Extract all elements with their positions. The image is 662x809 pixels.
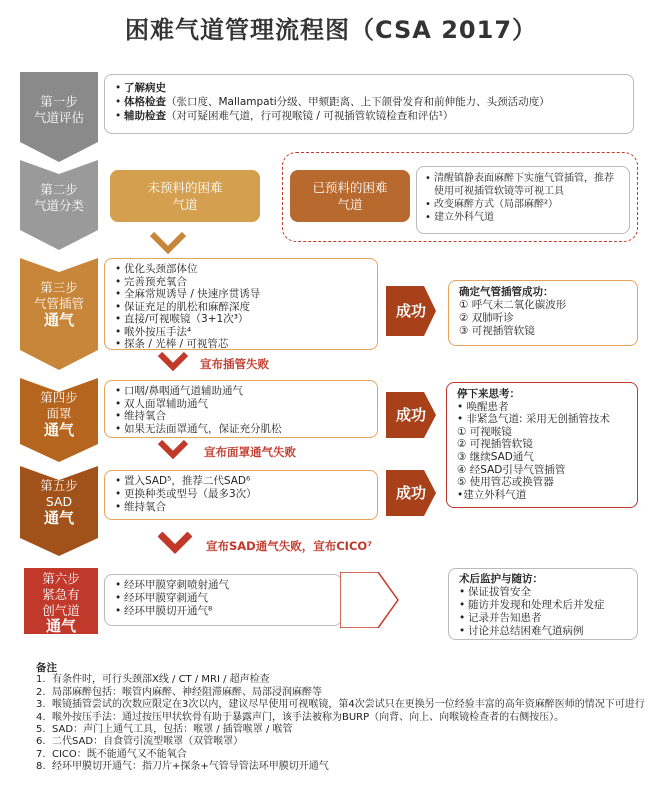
down-arrow-icon [150, 232, 186, 254]
stop-item: ① 可视喉镜 [457, 425, 512, 438]
stop-item: • 唤醒患者 [457, 400, 509, 413]
step-6-box [24, 568, 98, 634]
confirm-item: ③ 可视插管软镜 [459, 325, 535, 337]
step-5-chevron [20, 466, 98, 556]
expected-option-item: • 清醒镇静表面麻醉下实施气管插管，推荐使用可视插管软镜等可视工具 [425, 172, 621, 198]
assessment-item-head: 体格检查 [124, 96, 166, 108]
intubation-failure-label: 宣布插管失败 [200, 357, 269, 371]
confirm-intubation-box [448, 280, 638, 346]
step-5-title: SAD [45, 494, 73, 509]
stop-item: •建立外科气道 [457, 488, 527, 501]
unexpected-difficult-airway: 未预料的困难气道 [110, 170, 260, 222]
assessment-item [115, 109, 623, 123]
step-5-number: 第五步 [40, 478, 78, 493]
note-item [36, 674, 646, 686]
note-item [36, 687, 646, 699]
stop-title: 停下来思考： [457, 388, 520, 400]
step-2-title: 气道分类 [33, 198, 84, 213]
intubation-step-item: • 全麻常规诱导 / 快速序贯诱导 [115, 288, 367, 301]
expected-airway-options [416, 166, 630, 234]
mask-failure-label: 宣布面罩通气失败 [204, 445, 296, 459]
stop-item: ⑤ 使用管芯或换管器 [457, 476, 554, 489]
mask-step-item: • 维持氧合 [115, 410, 367, 423]
step-6-title-1: 紧急有 [42, 587, 80, 602]
note-text: 局部麻醉包括：喉管内麻醉、神经阻滞麻醉、局部浸润麻醉等 [52, 686, 322, 698]
note-text: 经环甲膜切开通气：指刀片+探条+气管导管法环甲膜切开通气 [52, 761, 329, 773]
success-label-3: 成功 [386, 470, 436, 516]
note-text: 喉镜插管尝试的次数应限定在3次以内，建议尽早使用可视喉镜，第4次尝试只在更换另一位经验丰富的高年资麻醉医师的情况下可进行 [52, 699, 645, 711]
intubation-step-item: • 优化头颈部体位 [115, 263, 367, 276]
step-4-chevron [20, 378, 98, 462]
mask-step-item: • 如果无法面罩通气，保证充分肌松 [115, 423, 367, 436]
step-3-sub: 通气 [43, 311, 74, 329]
assessment-item-head: 了解病史 [124, 82, 166, 94]
fail-arrow-icon [158, 440, 188, 460]
assessment-item [115, 95, 623, 109]
notes-title: 备注 [36, 662, 57, 674]
step-6-title-2: 创气道 [42, 603, 80, 618]
surgical-airway-box [104, 574, 342, 626]
right-arrow-icon [340, 572, 400, 628]
intubation-step-item: • 保证充足的肌松和麻醉深度 [115, 301, 367, 314]
success-label-1: 成功 [386, 286, 436, 336]
step-1-title: 气道评估 [33, 110, 84, 125]
note-item [36, 761, 646, 773]
step-1-chevron [20, 72, 98, 162]
stop-item: • 非紧急气道: 采用无创插管技术 [457, 413, 610, 426]
note-text: 有条件时，可行头颈部X线 / CT / MRI / 超声检查 [52, 674, 270, 686]
mask-step-item: • 口咽/鼻咽通气道辅助通气 [115, 385, 367, 398]
note-number: 6. [36, 736, 46, 748]
assessment-item-detail: （张口度、Mallampati分级、甲颏距离、上下颌骨发育和前伸能力、头颈活动度） [166, 96, 550, 108]
stop-item: ② 可视插管软镜 [457, 438, 533, 451]
intubation-step-item: • 探条 / 光棒 / 可视管芯 [115, 338, 367, 351]
note-text: 二代SAD：自食管引流型喉罩（双管喉罩） [52, 736, 244, 748]
stop-and-think-box [446, 382, 638, 508]
note-number: 3. [36, 699, 46, 711]
sad-failure-label: 宣布SAD通气失败，宣布CICO⁷ [206, 539, 373, 553]
step-5-sub: 通气 [43, 509, 74, 527]
post-item: • 随访并发现和处理术后并发症 [459, 599, 627, 612]
note-item [36, 699, 646, 711]
step-1-number: 第一步 [40, 94, 78, 109]
step-4-title: 面罩 [46, 406, 72, 421]
sad-step-item: • 置入SAD⁵，推荐二代SAD⁶ [115, 475, 367, 488]
sad-step-item: • 维持氧合 [115, 501, 367, 514]
note-item [36, 712, 646, 724]
note-number: 8. [36, 761, 46, 773]
surgical-step-item: • 经环甲膜穿刺通气 [115, 592, 331, 605]
expected-option-item: • 改变麻醉方式（局部麻醉²） [425, 198, 621, 211]
mask-step-item: • 双人面罩辅助通气 [115, 398, 367, 411]
note-item [36, 724, 646, 736]
confirm-item: ② 双肺听诊 [459, 312, 514, 324]
step-2-number: 第二步 [40, 182, 78, 197]
fail-arrow-icon [158, 532, 192, 554]
note-number: 2. [36, 686, 46, 698]
stop-item: ④ 经SAD引导气管插管 [457, 463, 566, 476]
assessment-box [104, 74, 634, 134]
note-number: 7. [36, 748, 46, 760]
surgical-step-item: • 经环甲膜穿刺喷射通气 [115, 579, 331, 592]
stop-item: ③ 继续SAD通气 [457, 450, 534, 463]
note-item [36, 736, 646, 748]
success-label-2: 成功 [386, 392, 436, 438]
expected-difficult-airway: 已预料的困难气道 [290, 170, 410, 222]
post-item: • 讨论并总结困难气道病例 [459, 625, 627, 638]
post-title: 术后监护与随访： [459, 573, 543, 585]
post-item: • 保证拔管安全 [459, 586, 627, 599]
step-6-sub: 通气 [45, 617, 76, 635]
sad-step-item: • 更换种类或型号（最多3次） [115, 488, 367, 501]
step-3-title: 气管插管 [33, 296, 84, 311]
note-text: SAD：声门上通气工具，包括：喉罩 / 插管喉罩 / 喉管 [52, 724, 293, 736]
step-6-number: 第六步 [42, 571, 80, 586]
expected-option-item: • 建立外科气道 [425, 211, 621, 224]
step-2-chevron [20, 160, 98, 250]
intubation-step-item: • 喉外按压手法⁴ [115, 326, 367, 339]
mask-ventilation-box [104, 380, 378, 438]
note-number: 4. [36, 711, 46, 723]
note-text: 喉外按压手法：通过按压甲状软骨有助于暴露声门，该手法被称为BURP（向背、向上、向喉镜检查者的右侧按压）。 [52, 711, 565, 723]
assessment-item [115, 81, 623, 95]
surgical-step-item: • 经环甲膜切开通气⁸ [115, 605, 331, 618]
note-text: CICO：既不能通气又不能氧合 [52, 748, 187, 760]
note-number: 5. [36, 724, 46, 736]
step-3-number: 第三步 [40, 280, 78, 295]
fail-arrow-icon [158, 352, 188, 372]
confirm-title: 确定气管插管成功： [459, 286, 554, 298]
note-item [36, 749, 646, 761]
step-3-chevron [20, 258, 98, 370]
confirm-item: ① 呼气末二氧化碳波形 [459, 299, 567, 311]
intubation-step-item: • 完善预充氧合 [115, 276, 367, 289]
intubation-box [104, 258, 378, 350]
post-item: • 记录并告知患者 [459, 612, 627, 625]
intubation-step-item: • 直接/可视喉镜（3+1次³） [115, 313, 367, 326]
sad-ventilation-box [104, 470, 378, 520]
assessment-item-head: 辅助检查 [124, 110, 166, 122]
page-title: 困难气道管理流程图（CSA 2017） [124, 16, 538, 44]
notes-section [36, 662, 646, 774]
step-4-sub: 通气 [43, 421, 74, 439]
assessment-item-detail: （对可疑困难气道，行可视喉镜 / 可视插管软镜检查和评估¹） [166, 110, 454, 122]
step-4-number: 第四步 [40, 390, 78, 405]
note-number: 1. [36, 674, 46, 686]
postoperative-box [448, 568, 638, 640]
